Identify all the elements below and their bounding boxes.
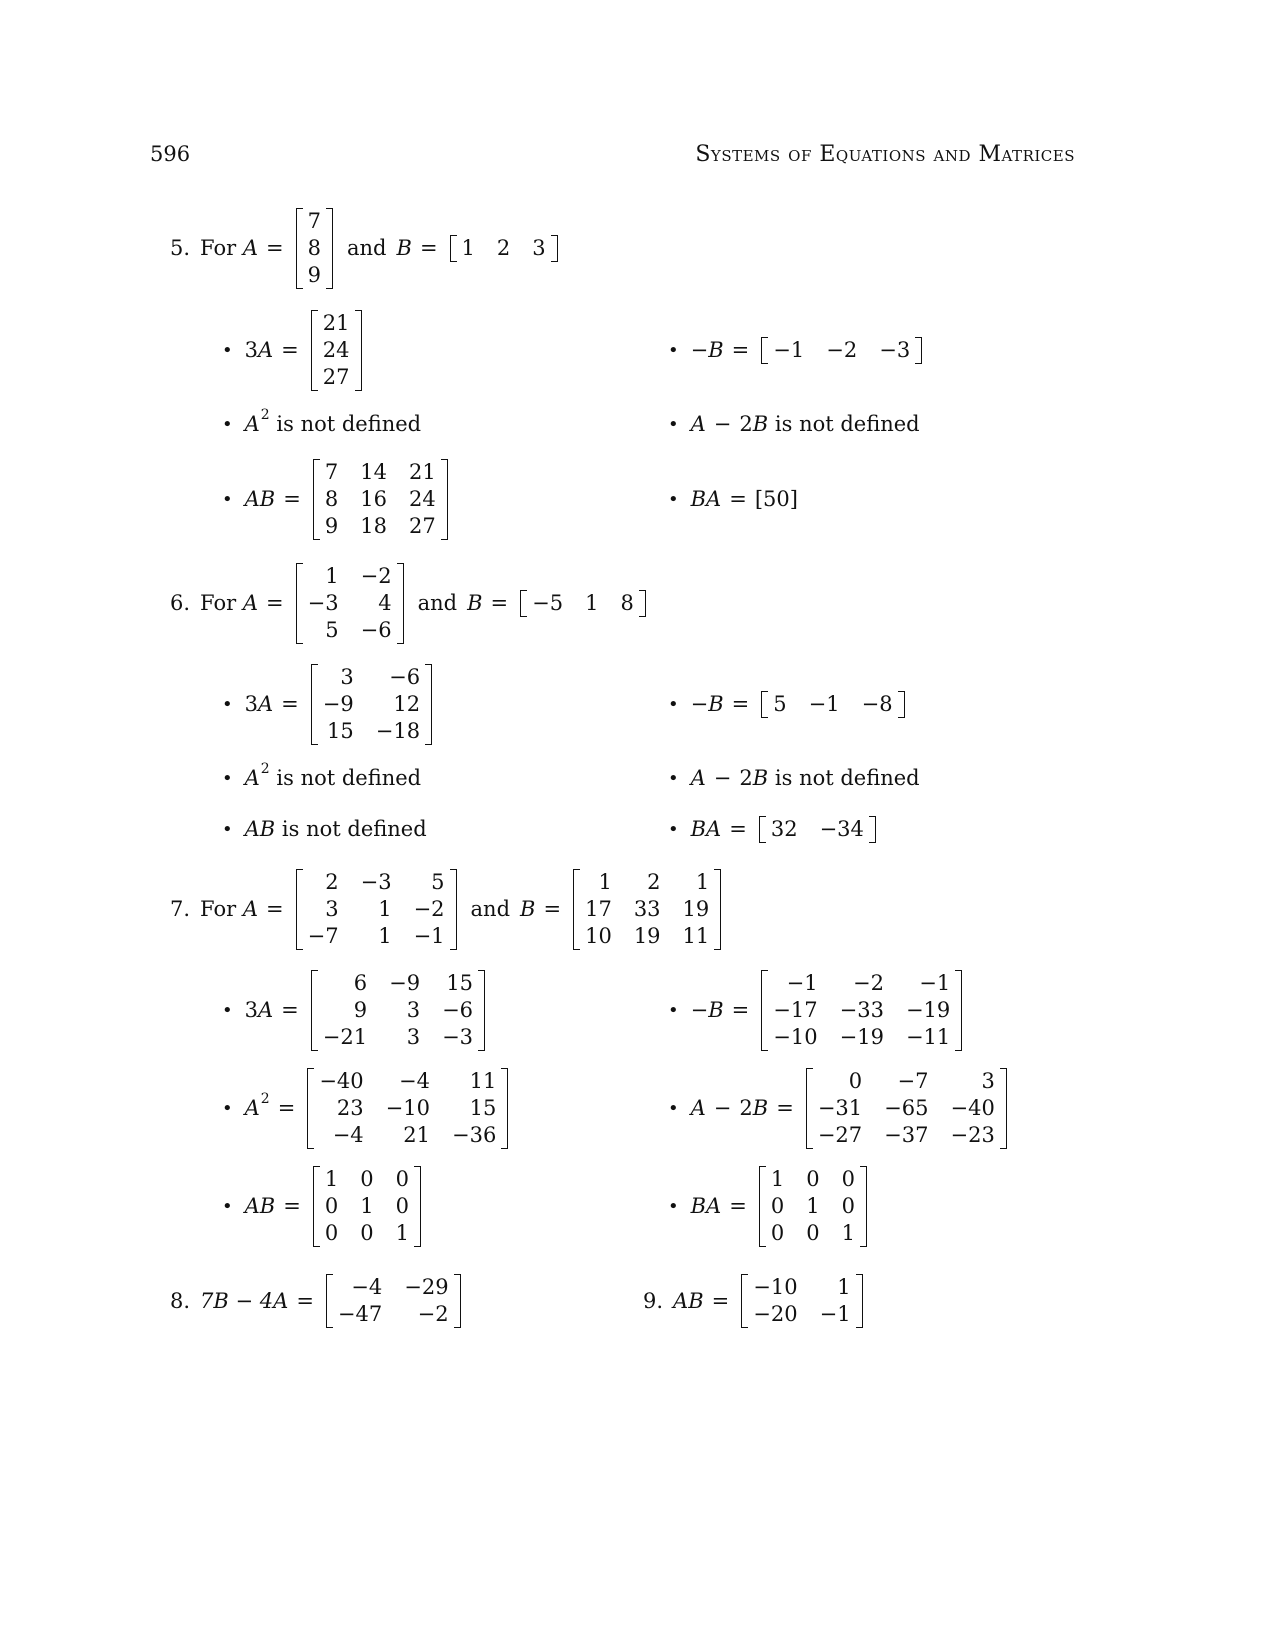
matrix-cell: −1 [786,970,818,995]
matrix-cell: −5 [532,590,564,615]
page-number: 596 [150,142,191,166]
matrix-cell: −37 [884,1122,929,1147]
matrix-cell: −1 [819,1302,851,1326]
matrix-cell: 15 [469,1095,497,1120]
matrix-cell: −19 [905,997,951,1022]
matrix-cell: −21 [322,1024,368,1049]
word-for: For [200,897,237,921]
problem-number: 7. [170,897,191,921]
matrix-AB [313,459,448,540]
matrix-cell: 9 [353,997,368,1022]
matrix-cell: 0 [806,1220,820,1245]
running-head: Systems of Equations and Matrices [695,142,1075,167]
matrix-cell: −34 [819,816,864,841]
matrix-cell: −4 [351,1275,383,1299]
matrix-cell: 18 [360,513,387,538]
not-defined-text: is not defined [774,412,920,436]
matrix-cell: 12 [393,691,421,716]
matrix-cell: 1 [806,1193,820,1218]
matrix-cell: 3 [981,1068,995,1093]
matrix-cell: 0 [770,1193,785,1218]
matrix-cell: −9 [389,970,421,995]
matrix-cell: 0 [848,1068,863,1093]
matrix-cell: 21 [403,1122,430,1147]
matrix-cell: −2 [852,970,884,995]
matrix-cell: 1 [325,563,339,588]
matrix-cell: 5 [431,869,445,894]
matrix-A [296,869,457,950]
matrix-cell: 5 [773,691,787,716]
matrix-cell: −18 [375,718,421,743]
matrix-cell: −36 [451,1122,497,1147]
matrix-cell: −19 [839,1024,884,1049]
matrix-cell: 15 [446,970,474,995]
matrix-cell: 8 [620,590,634,615]
matrix-cell: −11 [905,1024,951,1049]
matrix-cell: 15 [327,718,354,743]
matrix-cell: 1 [695,869,710,894]
matrix-cell: 5 [325,617,339,642]
matrix-cell: 0 [806,1166,820,1191]
word-and: and [470,897,511,921]
matrix-cell: −9 [322,691,354,716]
problem-number: 8. [170,1289,191,1313]
matrix-cell: 2 [647,869,661,894]
value-BA: [50] [754,487,798,511]
matrix-result [741,1274,862,1328]
matrix-cell: −6 [389,664,421,689]
matrix-cell: −10 [753,1275,798,1299]
matrix-cell: 19 [633,923,661,948]
matrix-cell: −17 [773,997,818,1022]
matrix-cell: −7 [897,1068,929,1093]
matrix-cell: −23 [950,1122,995,1147]
matrix-3A [311,310,362,391]
matrix-cell: 9 [324,513,339,538]
matrix-cell: 33 [633,896,661,921]
matrix-cell: −2 [360,563,392,588]
matrix-cell: 11 [682,923,710,948]
matrix-AB [313,1166,421,1247]
matrix-cell: 21 [322,310,350,335]
matrix-cell: −6 [442,997,474,1022]
matrix-cell: 1 [378,923,392,948]
matrix-cell: −3 [307,590,339,615]
matrix-cell: 0 [324,1193,339,1218]
word-for: For [200,236,237,260]
matrix-cell: 7 [324,459,339,484]
matrix-cell: −33 [839,997,884,1022]
matrix-cell: 3 [406,1024,421,1049]
matrix-cell: 0 [395,1166,409,1191]
matrix-BA [759,816,876,843]
matrix-cell: −4 [399,1068,430,1093]
matrix-cell: −4 [332,1122,364,1147]
matrix-cell: 21 [408,459,436,484]
matrix-cell: 0 [324,1220,339,1245]
matrix-cell: 1 [378,896,392,921]
matrix-cell: −3 [442,1024,474,1049]
matrix-cell: 3 [325,896,339,921]
word-for: For [200,591,237,615]
matrix-A-minus-2B [806,1068,1007,1149]
matrix-cell: 24 [322,337,350,362]
problem-number: 5. [170,236,191,260]
matrix-cell: 32 [770,816,798,841]
matrix-cell: 4 [378,590,392,615]
matrix-cell: 1 [360,1193,374,1218]
matrix-cell: 0 [395,1193,409,1218]
matrix-cell: 1 [837,1275,851,1299]
matrix-cell: −2 [826,337,858,362]
matrix-cell: 3 [340,664,354,689]
matrix-cell: 17 [585,896,612,921]
matrix-cell: 16 [360,486,387,511]
matrix-BA [759,1166,867,1247]
matrix-B [450,235,558,262]
problem-number: 6. [170,591,191,615]
matrix-cell: −29 [404,1275,449,1299]
matrix-cell: −6 [360,617,392,642]
matrix-cell: 27 [408,513,436,538]
matrix-cell: −10 [385,1095,430,1120]
matrix-cell: −1 [808,691,840,716]
matrix-cell: 1 [461,235,475,260]
matrix-cell: −8 [861,691,893,716]
matrix-cell: 1 [841,1220,855,1245]
matrix-cell: −1 [773,337,805,362]
matrix-cell: −7 [307,923,339,948]
not-defined-text: is not defined [774,766,920,790]
matrix-cell: 1 [324,1166,339,1191]
matrix-cell: 23 [336,1095,364,1120]
matrix-cell: −65 [884,1095,929,1120]
matrix-B [520,590,646,617]
matrix-cell: 27 [322,364,350,389]
matrix-cell: 1 [598,869,612,894]
matrix-B [573,869,721,950]
matrix-cell: 0 [841,1193,855,1218]
matrix-cell: 2 [325,869,339,894]
matrix-cell: 11 [469,1068,497,1093]
matrix-cell: 6 [353,970,368,995]
matrix-neg-B [761,970,962,1051]
matrix-neg-B [761,691,904,718]
matrix-cell: 24 [408,486,436,511]
matrix-cell: −1 [919,970,951,995]
problem-number: 9. [643,1289,664,1313]
matrix-cell: 0 [770,1220,785,1245]
matrix-cell: −1 [413,923,445,948]
matrix-cell: −31 [817,1095,863,1120]
matrix-cell: 7 [307,208,321,233]
matrix-cell: 1 [395,1220,409,1245]
matrix-cell: 3 [406,997,421,1022]
matrix-cell: −40 [950,1095,995,1120]
matrix-cell: 8 [324,486,339,511]
matrix-cell: −2 [413,896,445,921]
matrix-cell: −27 [817,1122,863,1147]
matrix-cell: 1 [770,1166,785,1191]
matrix-cell: 2 [496,235,511,260]
not-defined-text: is not defined [276,412,422,436]
matrix-cell: −3 [879,337,911,362]
matrix-cell: 10 [585,923,612,948]
matrix-cell: 1 [585,590,599,615]
matrix-cell: −40 [319,1068,364,1093]
matrix-cell: 14 [360,459,387,484]
matrix-A [296,563,404,644]
matrix-cell: 9 [307,262,321,287]
word-and: and [347,236,387,260]
word-and: and [417,591,458,615]
matrix-neg-B [761,337,922,364]
expression: 7B − 4A [200,1289,289,1313]
matrix-cell: −47 [337,1302,383,1326]
matrix-cell: −10 [773,1024,818,1049]
matrix-A [296,208,333,289]
matrix-cell: 0 [360,1220,374,1245]
matrix-cell: 8 [307,235,321,260]
matrix-result [326,1274,461,1328]
not-defined-text: is not defined [276,766,422,790]
expression: AB [673,1289,704,1313]
matrix-cell: 0 [360,1166,374,1191]
matrix-cell: 0 [841,1166,855,1191]
matrix-3A [311,970,485,1051]
matrix-cell: 19 [682,896,710,921]
matrix-cell: 3 [532,235,546,260]
matrix-cell: −3 [360,869,392,894]
matrix-cell: −2 [417,1302,449,1326]
matrix-3A [311,664,432,745]
matrix-A-squared [307,1068,508,1149]
matrix-cell: −20 [753,1302,798,1326]
not-defined-text: is not defined [281,817,427,841]
